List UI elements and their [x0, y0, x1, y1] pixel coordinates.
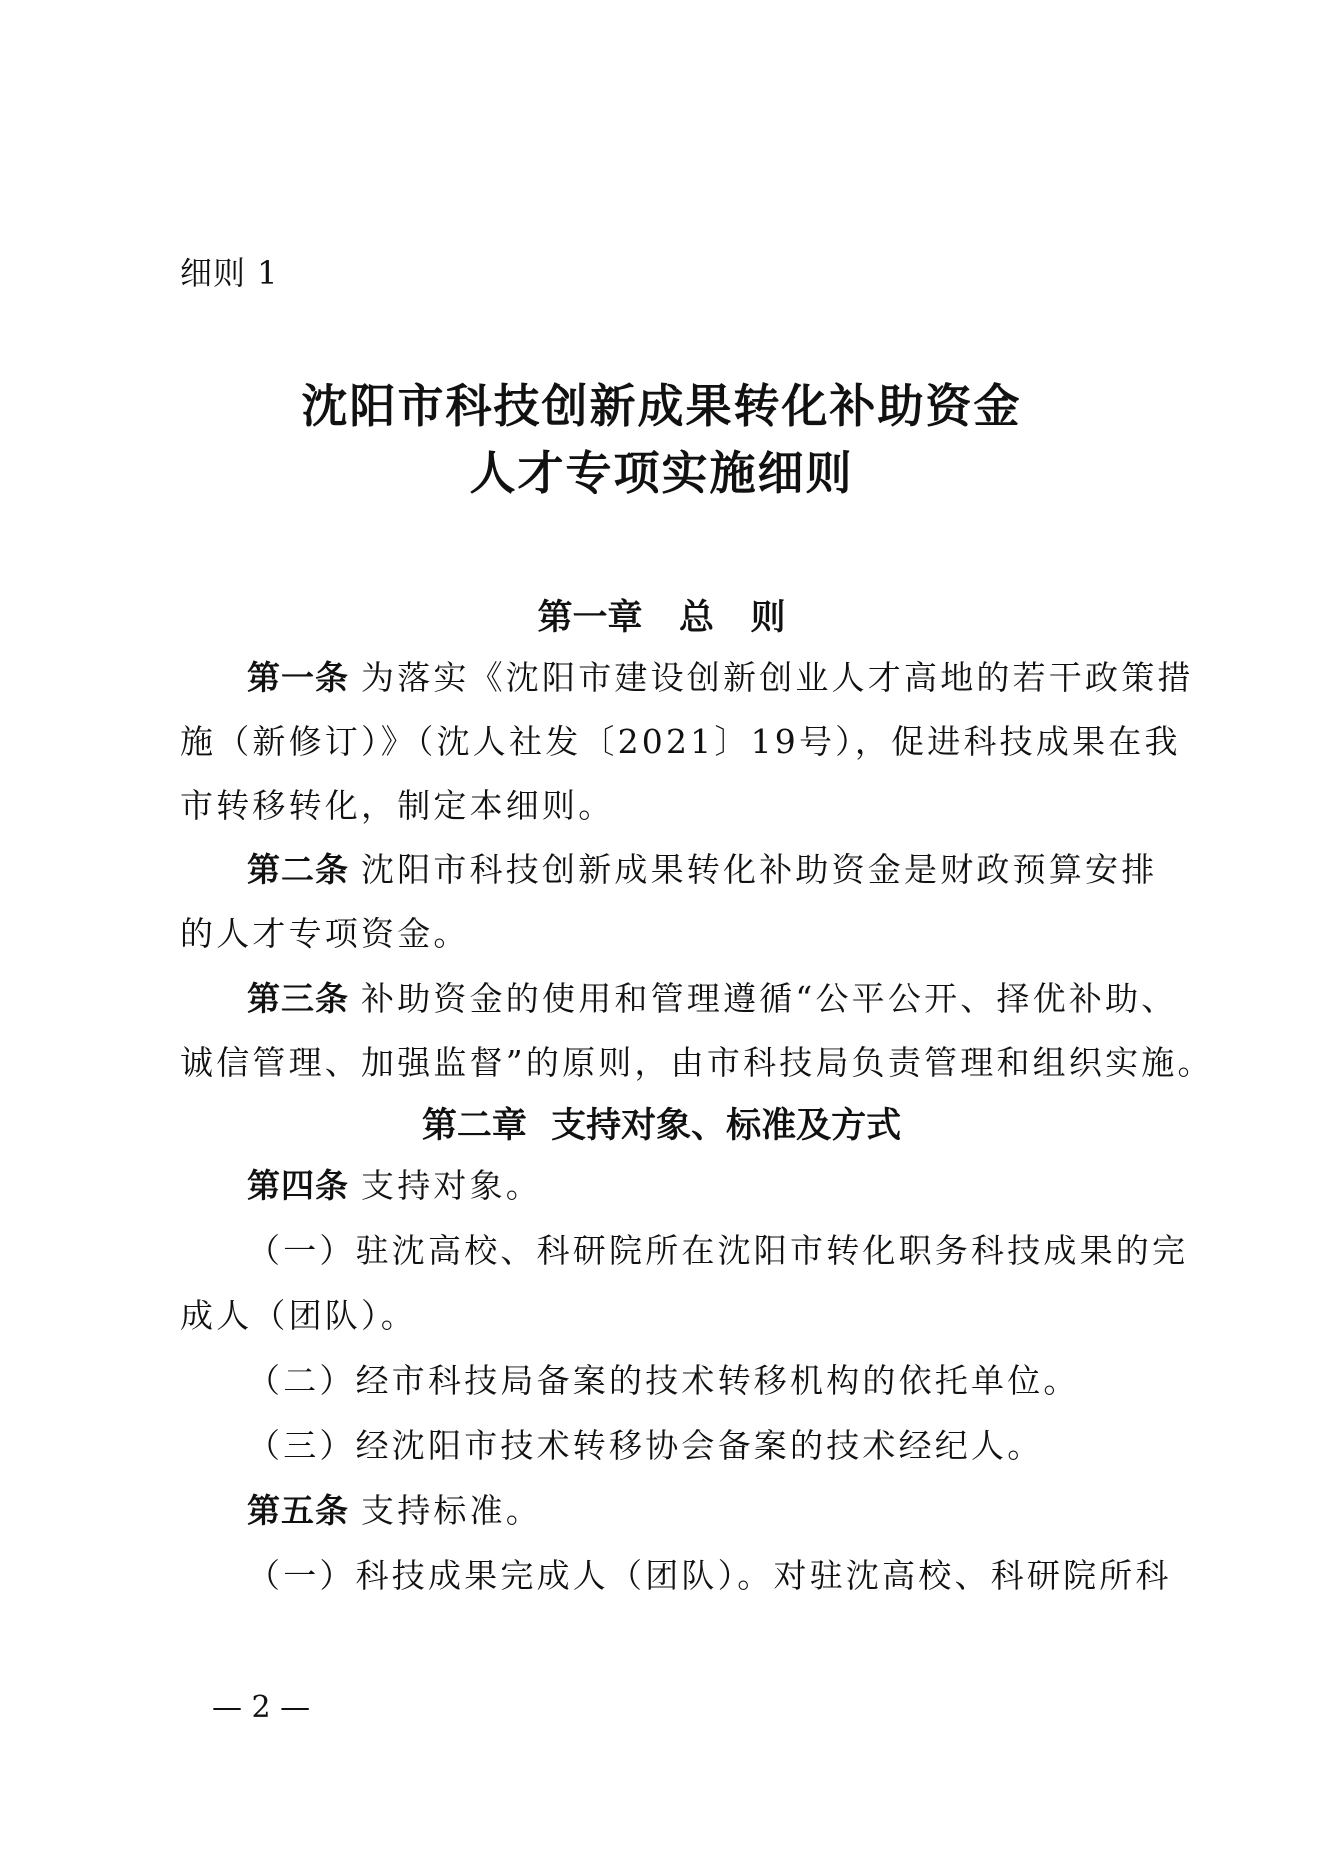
chapter-1-heading: 第一章 总 则	[537, 598, 786, 638]
article-2-line-1	[247, 844, 1180, 891]
article-4-item-1-line-1: （一）驻沈高校、科研院所在沈阳市转化职务科技成果的完	[247, 1231, 1189, 1270]
article-3-line-1	[247, 973, 1180, 1020]
article-5-line-1	[247, 1485, 1180, 1532]
doc-label: 细则 1	[180, 254, 279, 292]
article-5-text: 支持标准。	[361, 1491, 542, 1530]
article-1-line-3: 市转移转化，制定本细则。	[180, 786, 615, 825]
article-4-line-1	[247, 1160, 1180, 1207]
article-1-label: 第一条	[247, 658, 349, 697]
article-3-line-2: 诚信管理、加强监督”的原则，由市科技局负责管理和组织实施。	[180, 1043, 1214, 1082]
article-2-label: 第二条	[247, 850, 349, 889]
page-number: — 2 —	[212, 1690, 311, 1725]
chapter-2-heading: 第二章 支持对象、标准及方式	[421, 1106, 902, 1146]
document-title-line-1: 沈阳市科技创新成果转化补助资金	[301, 379, 1022, 433]
document-title-line-2: 人才专项实施细则	[469, 446, 854, 500]
article-4-item-2: （二）经市科技局备案的技术转移机构的依托单位。	[247, 1361, 1080, 1400]
article-1-text-1: 为落实《沈阳市建设创新创业人才高地的若干政策措	[361, 658, 1194, 697]
article-1-line-1	[247, 652, 1194, 699]
article-5-label: 第五条	[247, 1491, 349, 1530]
article-5-item-1-line-1: （一）科技成果完成人（团队）。对驻沈高校、科研院所科	[247, 1556, 1172, 1595]
article-4-item-3: （三）经沈阳市技术转移协会备案的技术经纪人。	[247, 1426, 1044, 1465]
article-4-text: 支持对象。	[361, 1166, 542, 1205]
article-3-label: 第三条	[247, 979, 349, 1018]
article-4-item-1-line-2: 成人（团队）。	[180, 1296, 417, 1335]
article-4-label: 第四条	[247, 1166, 349, 1205]
article-2-line-2: 的人才专项资金。	[180, 914, 470, 953]
article-1-line-2: 施（新修订）》（沈人社发〔2021〕19号），促进科技成果在我	[180, 722, 1181, 761]
article-3-text-1: 补助资金的使用和管理遵循“公平公开、择优补助、	[361, 979, 1178, 1018]
article-2-text-1: 沈阳市科技创新成果转化补助资金是财政预算安排	[361, 850, 1158, 889]
